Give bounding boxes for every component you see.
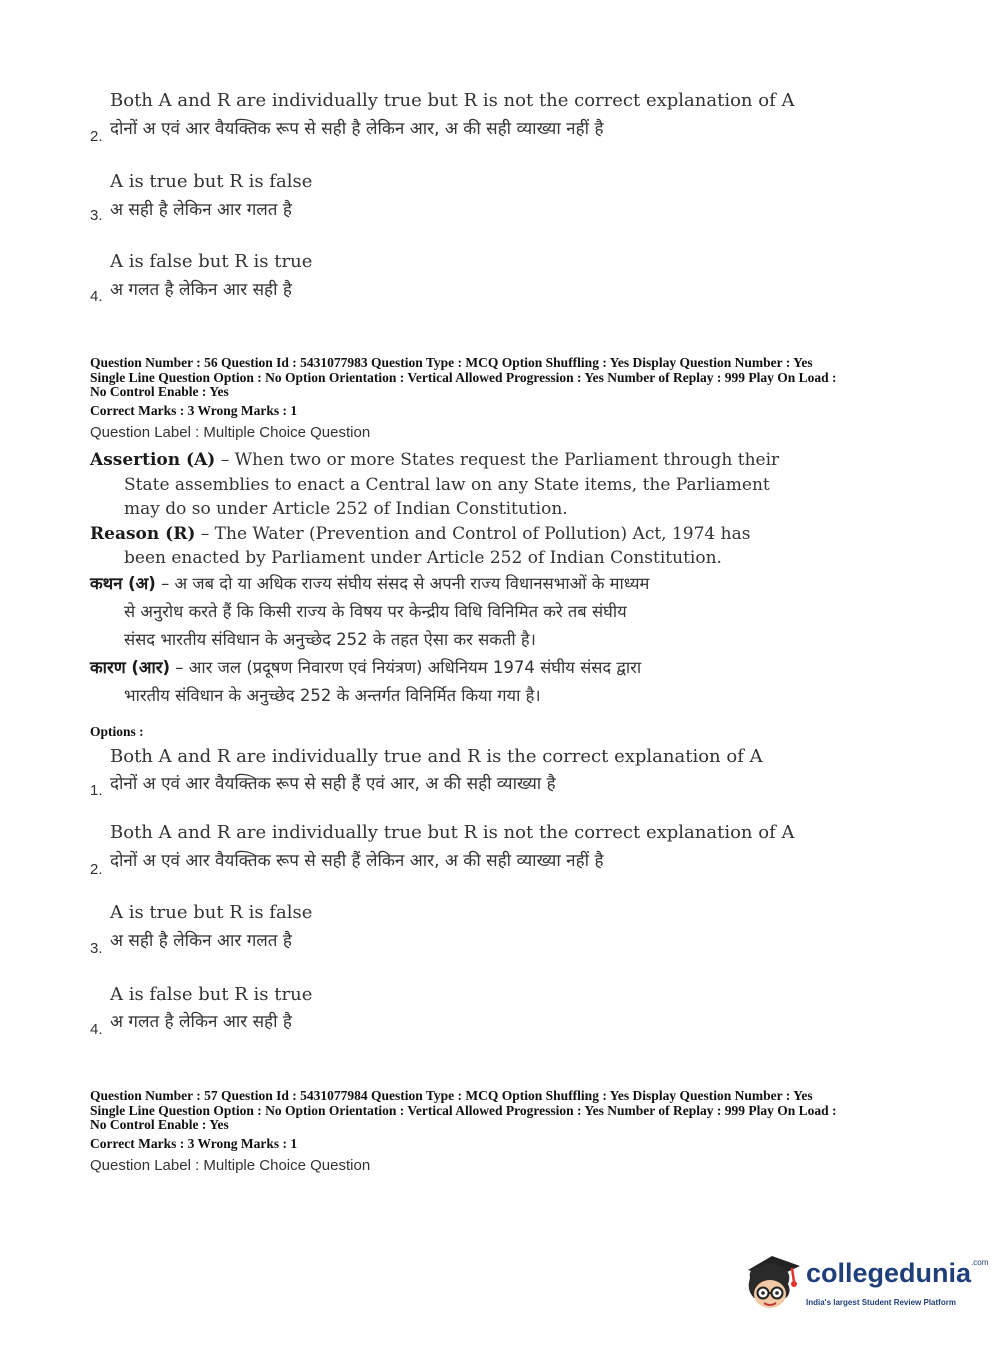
- kathan-text: से अनुरोध करते हैं कि किसी राज्य के विषय पर केन्द्रीय विधि विनिमित करे तब संघीय: [124, 602, 627, 621]
- option-text-en: A is true but R is false: [110, 902, 313, 923]
- meta-line: No Control Enable : Yes: [90, 384, 229, 399]
- option-text-hi: अ गलत है लेकिन आर सही है: [110, 280, 292, 300]
- logo-tagline: India's largest Student Review Platform: [806, 1298, 956, 1307]
- option-text-en: A is false but R is true: [110, 251, 313, 272]
- karan-text: भारतीय संविधान के अनुच्छेद 252 के अन्तर्गत विनिर्मित किया गया है।: [124, 686, 541, 705]
- assertion-text: State assemblies to enact a Central law on any State items, the Parliament: [124, 474, 770, 495]
- question-statement-hi: [90, 570, 810, 710]
- karan-text: – आर जल (प्रदूषण निवारण एवं नियंत्रण) अधिनियम 1974 संघीय संसद द्वारा: [170, 658, 642, 677]
- question-marks: Correct Marks : 3 Wrong Marks : 1: [90, 403, 298, 418]
- question-label: Question Label : Multiple Choice Question: [90, 424, 371, 441]
- kathan-text: – अ जब दो या अधिक राज्य संघीय संसद से अपनी राज्य विधानसभाओं के माध्यम: [155, 574, 650, 593]
- option-text-hi: दोनों अ एवं आर वैयक्तिक रूप से सही हैं एवं आर, अ की सही व्याख्या है: [110, 774, 556, 794]
- option-text-en: Both A and R are individually true but R is not the correct explanation of A: [110, 822, 795, 843]
- graduate-mascot-icon: [742, 1248, 802, 1314]
- option-text-hi: दोनों अ एवं आर वैयक्तिक रूप से सही हैं लेकिन आर, अ की सही व्याख्या नहीं है: [110, 851, 604, 871]
- option-text-en: Both A and R are individually true but R is not the correct explanation of A: [110, 90, 795, 111]
- option-text-en: Both A and R are individually true and R is the correct explanation of A: [110, 746, 763, 767]
- option-text-hi: दोनों अ एवं आर वैयक्तिक रूप से सही है लेकिन आर, अ की सही व्याख्या नहीं है: [110, 119, 604, 139]
- assertion-text: – When two or more States request the Parliament through their: [215, 450, 780, 470]
- logo-suffix: .com: [971, 1258, 989, 1267]
- logo-name: collegedunia: [806, 1258, 972, 1288]
- question-meta: [90, 356, 920, 400]
- meta-line: Single Line Question Option : No Option Orientation : Vertical Allowed Progression : Yes Number of Replay : 999 Play On Load :: [90, 369, 837, 385]
- reason-text: been enacted by Parliament under Article 252 of Indian Constitution.: [124, 548, 722, 568]
- option-number: 2.: [90, 128, 103, 145]
- assertion-label: Assertion (A): [90, 450, 216, 470]
- option-number: 3.: [90, 207, 103, 224]
- option-text-en: A is true but R is false: [110, 171, 313, 192]
- logo-wordmark: [806, 1258, 988, 1289]
- option-number: 2.: [90, 861, 103, 878]
- question-marks: Correct Marks : 3 Wrong Marks : 1: [90, 1136, 298, 1151]
- meta-line: No Control Enable : Yes: [90, 1117, 229, 1132]
- meta-line: Question Number : 57 Question Id : 5431077984 Question Type : MCQ Option Shuffling : Yes Display Question Number : Yes: [90, 1088, 813, 1103]
- option-number: 4.: [90, 288, 103, 305]
- reason-text: – The Water (Prevention and Control of Pollution) Act, 1974 has: [195, 523, 751, 544]
- option-number: 3.: [90, 940, 103, 957]
- option-text-hi: अ सही है लेकिन आर गलत है: [110, 200, 292, 220]
- question-statement-en: [90, 448, 810, 571]
- question-label: Question Label : Multiple Choice Question: [90, 1157, 371, 1174]
- option-number: 4.: [90, 1021, 103, 1038]
- meta-line: Single Line Question Option : No Option Orientation : Vertical Allowed Progression : Yes Number of Replay : 999 Play On Load :: [90, 1102, 837, 1118]
- options-label: Options :: [90, 724, 144, 739]
- collegedunia-logo: [742, 1248, 989, 1318]
- kathan-label: कथन (अ): [90, 574, 156, 593]
- meta-line: Question Number : 56 Question Id : 5431077983 Question Type : MCQ Option Shuffling : Yes Display Question Number : Yes: [90, 355, 813, 370]
- karan-label: कारण (आर): [90, 658, 171, 677]
- reason-label: Reason (R): [90, 523, 196, 544]
- option-text-hi: अ गलत है लेकिन आर सही है: [110, 1012, 292, 1032]
- question-meta: [90, 1089, 920, 1133]
- assertion-text: may do so under Article 252 of Indian Constitution.: [124, 499, 568, 519]
- kathan-text: संसद भारतीय संविधान के अनुच्छेद 252 के तहत ऐसा कर सकती है।: [124, 630, 536, 649]
- option-text-en: A is false but R is true: [110, 984, 313, 1005]
- option-number: 1.: [90, 782, 103, 799]
- option-text-hi: अ सही है लेकिन आर गलत है: [110, 931, 292, 951]
